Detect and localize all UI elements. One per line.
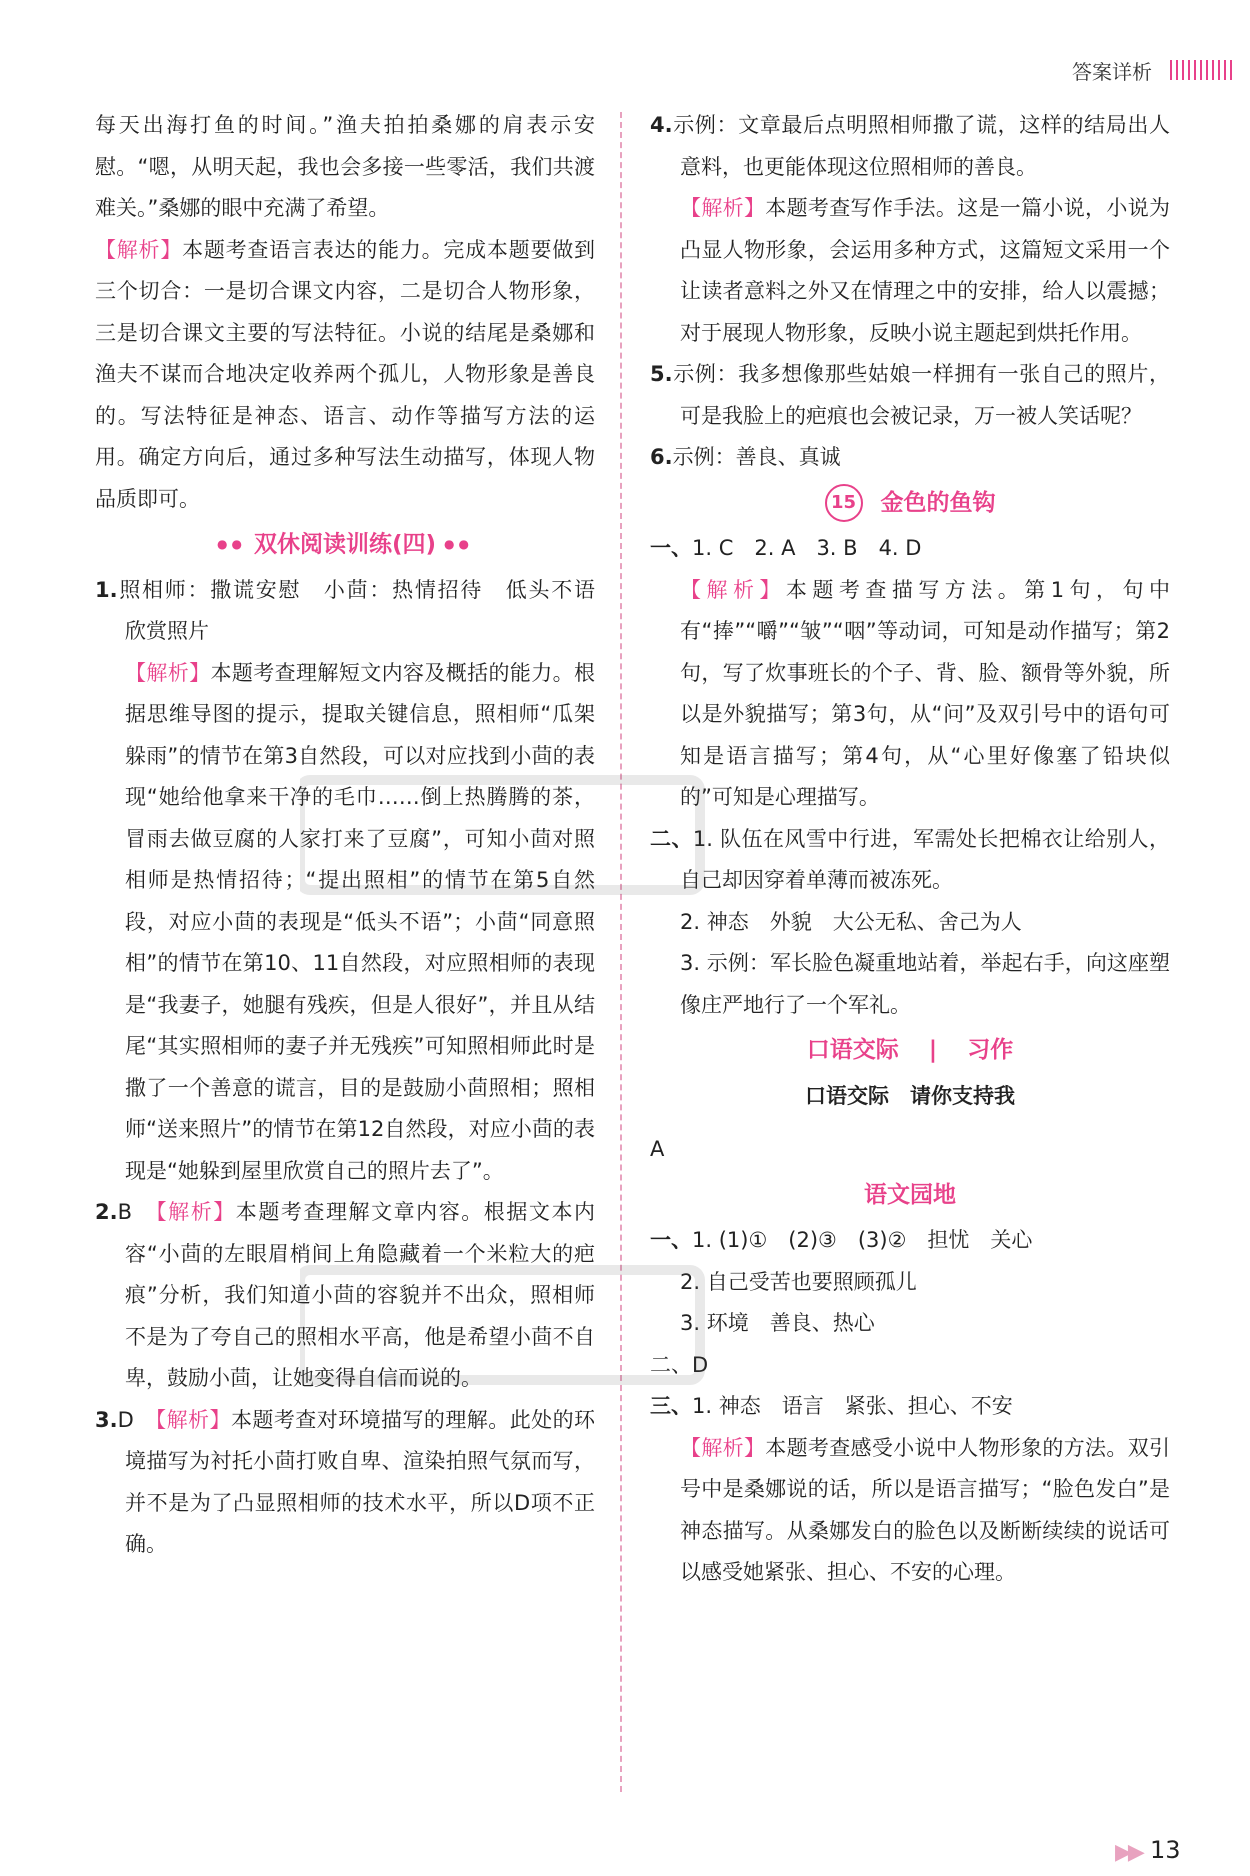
part-2-q3: 3. 示例：军长脸色凝重地站着，举起右手，向这座塑像庄严地行了一个军礼。 [680,951,1170,1017]
question-1-analysis: 【解析】本题考查理解短文内容及概括的能力。根据思维导图的提示，提取关键信息，照相师“瓜架躲雨”的情节在第3自然段，可以对应找到小茴的表现“她给他拿来干净的毛巾……倒上热腾腾的茶，冒雨去做豆腐的人家打来了豆腐”，可知小茴对照相师是热情招待；“提出照相”的情节在第5自然段，对应小茴的表现是“低头不语”；小茴“同意照相”的情节在第10、11自然段，对应照相师的表现是“我妻子，她腿有残疾，但是人很好”，并且从结尾“其实照相师的妻子并无残疾”可知照相师此时是撒了一个善意的谎言，目的是鼓励小茴照相；照相师“送来照片”的情节在第12自然段，对应小茴的表现是“她躲到屋里欣赏自己的照片去了”。 [125,660,596,1183]
page-arrows-icon: ▶▶ [1115,1840,1141,1865]
oral-subtitle: 口语交际 请你支持我 [805,1083,1015,1108]
question-6: 6.示例：善良、真诚 [650,445,841,469]
page-header [0,48,1250,88]
analysis-paragraph: 【解析】本题考查语言表达的能力。完成本题要做到三个切合：一是切合课文内容，二是切合人物形象，三是切合课文主要的写法特征。小说的结尾是桑娜和渔夫不谋而合地决定收养两个孤儿，人物形象是善良的。写法特征是神态、语言、动作等描写方法的运用。确定方向后，通过多种写法生动描写，体现人物品质即可。 [95,237,596,511]
header-title: 答案详析 [1072,60,1152,84]
question-5: 5.示例：我多想像那些姑娘一样拥有一张自己的照片，可是我脸上的疤痕也会被记录，万一被人笑话呢？ [650,362,1170,428]
question-4-analysis: 【解析】本题考查写作手法。这是一篇小说，小说为凸显人物形象，会运用多种方式，这篇短文采用一个让读者意料之外又在情理之中的安排，给人以震撼；对于展现人物形象，反映小说主题起到烘托作用。 [680,196,1171,345]
garden-part-2: 二、D [650,1352,709,1377]
page-number: 13 [1150,1836,1181,1864]
oral-answer: A [650,1137,665,1161]
question-1: 1.照相师：撒谎安慰 小茴：热情招待 低头不语 欣赏照片 [95,577,616,644]
dots-decoration: ●● [217,537,246,551]
part-1-analysis: 【解析】本题考查描写方法。第1句，句中有“捧”“嚼”“皱”“咽”等动词，可知是动作描写；第2句，写了炊事班长的个子、背、脸、额骨等外貌，所以是外貌描写；第3句，从“问”及双引号中的语句可知是语言描写；第4句，从“心里好像塞了铅块似的”可知是心理描写。 [680,577,1170,809]
part-2-q2: 2. 神态 外貌 大公无私、舍己为人 [680,909,1022,934]
garden-part-3-analysis: 【解析】本题考查感受小说中人物形象的方法。双引号中是桑娜说的话，所以是语言描写；“脸色发白”是神态描写。从桑娜发白的脸色以及断断续续的说话可以感受她紧张、担心、不安的心理。 [680,1435,1171,1584]
watermark-logo [300,760,720,910]
garden-part-1-q2: 2. 自己受苦也要照顾孤儿 [680,1269,917,1294]
column-divider [620,112,622,1792]
dots-decoration: ●● [444,537,473,551]
oral-writing-heading: 口语交际 | 习作 [806,1037,1014,1063]
question-4: 4.示例：文章最后点明照相师撒了谎，这样的结局出人意料，也更能体现这位照相师的善良。 [650,113,1170,179]
watermark-logo [300,1250,720,1400]
question-2: 2.B 【解析】本题考查理解文章内容。根据文本内容“小茴的左眼眉梢间上角隐藏着一个米粒大的疤痕”分析，我们知道小茴的容貌并不出众，照相师不是为了夸自己的照相水平高，他是希望小茴不自卑，鼓励小茴，让她变得自信而说的。 [95,1200,595,1391]
continued-answer: 每天出海打鱼的时间。”渔夫拍拍桑娜的肩表示安慰。“嗯，从明天起，我也会多接一些零活，我们共渡难关。”桑娜的眼中充满了希望。 [95,113,595,220]
header-stripes-decoration [1170,60,1232,80]
question-3: 3.D 【解析】本题考查对环境描写的理解。此处的环境描写为衬托小茴打败自卑、渲染拍照气氛而写，并不是为了凸显照相师的技术水平，所以D项不正确。 [95,1407,596,1557]
garden-part-3-q1: 三、1. 神态 语言 紧张、担心、不安 [650,1394,1013,1418]
garden-title: 语文园地 [864,1181,956,1208]
lesson-number-badge: 15 [825,484,863,522]
part-1-answers: 一、1. C 2. A 3. B 4. D [650,536,922,560]
section-title: ●● 双休阅读训练(四) ●● [217,531,473,558]
garden-part-1-q1: 一、1. (1)① (2)③ (3)② 担忧 关心 [650,1228,1033,1252]
part-2-q1: 二、1. 队伍在风雪中行进，军需处长把棉衣让给别人，自己却因穿着单薄而被冻死。 [650,826,1171,892]
right-column [650,105,1170,1594]
lesson-title: 金色的鱼钩 [880,489,996,516]
lesson-heading [650,483,1170,525]
garden-part-1-q3: 3. 环境 善良、热心 [680,1311,875,1335]
